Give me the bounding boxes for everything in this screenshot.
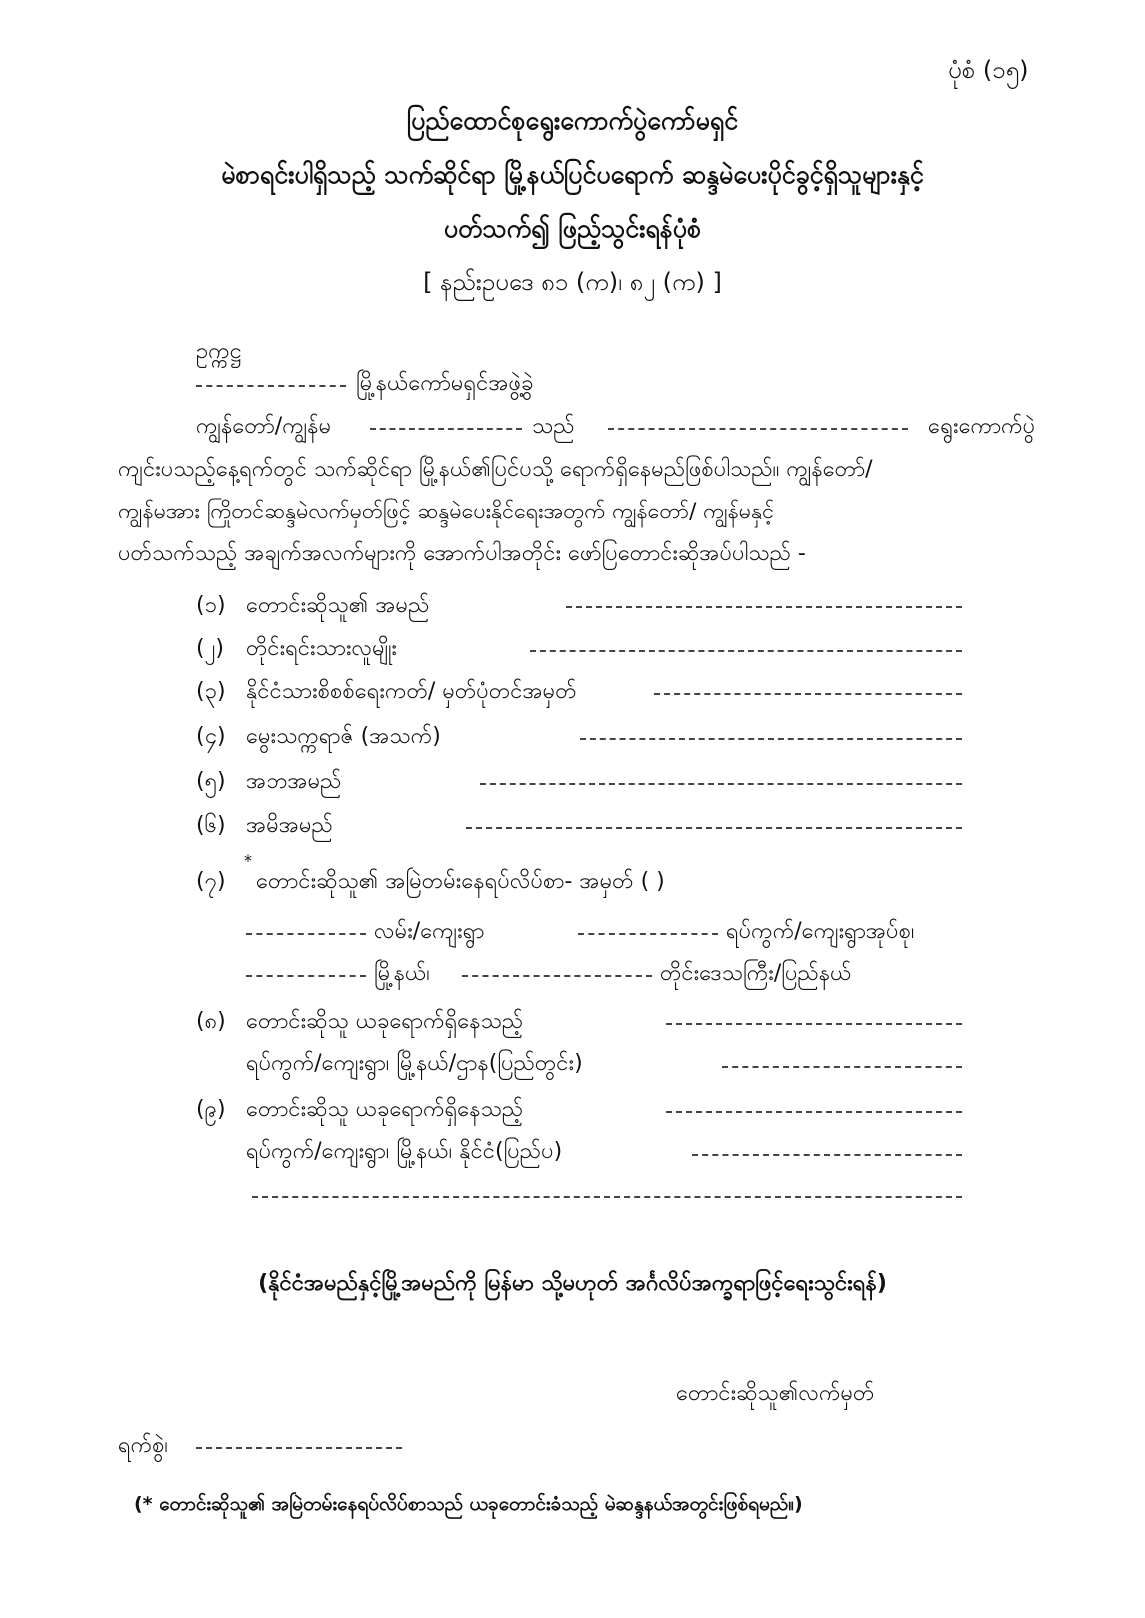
rule-reference: [ နည်းဥပဒေ ၈၁ (က)၊ ၈၂ (က) ] xyxy=(423,268,722,296)
item-9-field-2[interactable] xyxy=(692,1154,962,1156)
title-line-2: မဲစာရင်းပါရှိသည့် သက်ဆိုင်ရာ မြို့နယ်ပြင်ပရောက် ဆန္ဒမဲပေးပိုင်ခွင့်ရှိသူများနှင့် xyxy=(221,160,924,189)
body-word-election: ရွေးကောက်ပွဲ xyxy=(928,414,1036,439)
body-word-i: ကျွန်တော်/ကျွန်မ xyxy=(196,414,332,439)
item-6-number: (၆) xyxy=(196,813,226,838)
body-line-4: ပတ်သက်သည့် အချက်အလက်များကို အောက်ပါအတိုင်း ဖော်ပြတောင်းဆိုအပ်ပါသည် - xyxy=(118,541,806,566)
township-label: မြို့နယ်၊ xyxy=(374,961,430,986)
language-note: (နိုင်ငံအမည်နှင့်မြို့အမည်ကို မြန်မာ သို့မဟုတ် အင်္ဂလိပ်အက္ခရာဖြင့်ရေးသွင်းရန်) xyxy=(258,1271,887,1296)
item-2-label: တိုင်းရင်းသားလူမျိုး xyxy=(246,636,397,661)
date-label: ရက်စွဲ၊ xyxy=(118,1433,169,1458)
title-line-3: ပတ်သက်၍ ဖြည့်သွင်းရန်ပုံစံ xyxy=(443,214,702,243)
item-3-field[interactable] xyxy=(654,693,962,695)
item-5-label: အဘအမည် xyxy=(246,769,342,794)
item-2-number: (၂) xyxy=(196,636,224,661)
body-line-2: ကျင်းပသည့်နေ့ရက်တွင် သက်ဆိုင်ရာ မြို့နယ်၏ပြင်ပသို့ ရောက်ရှိနေမည်ဖြစ်ပါသည်။ ကျွန်တော်/ xyxy=(118,457,873,482)
item-9-number: (၉) xyxy=(196,1097,226,1122)
item-4-number: (၄) xyxy=(196,724,226,749)
footnote: (* တောင်းဆိုသူ၏ အမြဲတမ်းနေရပ်လိပ်စာသည် ယခုတောင်းခံသည့် မဲဆန္ဒနယ်အတွင်းဖြစ်ရမည်။) xyxy=(134,1493,803,1515)
item-8-line-1: တောင်းဆိုသူ ယခုရောက်ရှိနေသည့် xyxy=(246,1009,524,1034)
item-7-number: (၇) xyxy=(196,869,226,894)
item-9-field-1[interactable] xyxy=(666,1111,962,1113)
item-3-number: (၃) xyxy=(196,679,226,704)
signature-label: တောင်းဆိုသူ၏လက်မှတ် xyxy=(676,1381,875,1406)
item-7-asterisk: * xyxy=(244,851,252,870)
township-field[interactable] xyxy=(246,975,366,977)
item-1-label: တောင်းဆိုသူ၏ အမည် xyxy=(246,593,430,618)
item-4-label: မွေးသက္ကရာဇ် (အသက်) xyxy=(246,724,441,749)
applicant-name-blank[interactable] xyxy=(370,428,522,430)
item-8-number: (၈) xyxy=(196,1009,226,1034)
item-9-line-1: တောင်းဆိုသူ ယခုရောက်ရှိနေသည့် xyxy=(246,1097,524,1122)
item-6-label: အမိအမည် xyxy=(246,813,333,838)
item-6-field[interactable] xyxy=(466,827,962,829)
region-label: တိုင်းဒေသကြီး/ပြည်နယ် xyxy=(660,961,852,986)
item-7-label: တောင်းဆိုသူ၏ အမြဲတမ်းနေရပ်လိပ်စာ- အမှတ် ( ) xyxy=(256,869,665,894)
street-field[interactable] xyxy=(246,933,366,935)
item-9-field-3[interactable] xyxy=(252,1196,962,1198)
title-line-1: ပြည်ထောင်စုရွေးကောက်ပွဲကော်မရှင် xyxy=(406,106,739,135)
item-1-number: (၁) xyxy=(196,593,226,618)
addressee-chair: ဥက္ကဋ္ဌ xyxy=(196,339,242,364)
item-1-field[interactable] xyxy=(566,606,962,608)
addressee-committee: မြို့နယ်ကော်မရှင်အဖွဲ့ခွဲ xyxy=(356,371,534,396)
item-9-line-2: ရပ်ကွက်/ကျေးရွာ၊ မြို့နယ်၊ နိုင်ငံ(ပြည်ပ) xyxy=(246,1139,563,1164)
ward-field[interactable] xyxy=(578,933,718,935)
constituency-blank[interactable] xyxy=(608,428,908,430)
ward-label: ရပ်ကွက်/ကျေးရွာအုပ်စု၊ xyxy=(726,919,915,944)
item-3-label: နိုင်ငံသားစိစစ်ရေးကတ်/ မှတ်ပုံတင်အမှတ် xyxy=(246,679,577,704)
body-word-subject: သည် xyxy=(532,414,575,439)
committee-name-blank[interactable] xyxy=(196,385,346,387)
region-field[interactable] xyxy=(462,975,652,977)
item-4-field[interactable] xyxy=(580,738,962,740)
body-line-3: ကျွန်မအား ကြိုတင်ဆန္ဒမဲလက်မှတ်ဖြင့် ဆန္ဒမဲပေးနိုင်ရေးအတွက် ကျွန်တော်/ ကျွန်မနှင့် xyxy=(118,499,775,524)
item-8-line-2: ရပ်ကွက်/ကျေးရွာ၊ မြို့နယ်/ဌာန(ပြည်တွင်း) xyxy=(246,1051,583,1076)
item-8-field-2[interactable] xyxy=(722,1066,962,1068)
form-number: ပုံစံ (၁၅) xyxy=(948,56,1029,84)
item-5-number: (၅) xyxy=(196,769,226,794)
item-8-field-1[interactable] xyxy=(666,1023,962,1025)
date-field[interactable] xyxy=(196,1447,402,1449)
item-5-field[interactable] xyxy=(480,783,962,785)
street-label: လမ်း/ကျေးရွာ xyxy=(374,919,485,944)
item-2-field[interactable] xyxy=(530,650,962,652)
